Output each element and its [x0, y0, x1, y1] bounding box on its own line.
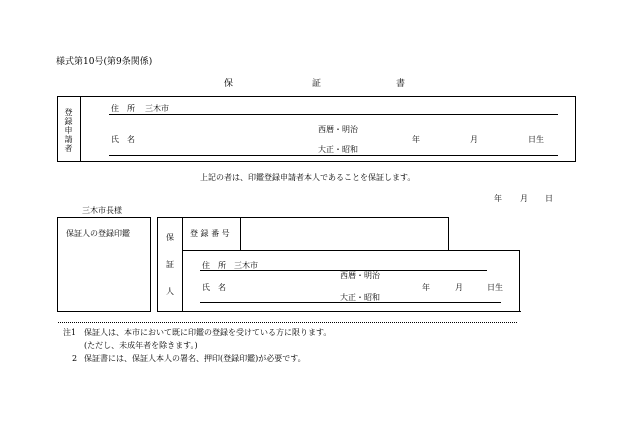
applicant-month-label: 月 [470, 135, 478, 144]
guarantor-side-char-1: 保 [166, 233, 174, 242]
guarantor-right-border [519, 250, 520, 312]
guarantor-address-label: 住 所 [202, 261, 226, 270]
reg-number-field[interactable] [240, 217, 449, 251]
note1-text: 保証人は、本市において既に印鑑の登録を受けている方に限ります。 [84, 328, 332, 337]
seal-box-label: 保証人の登録印鑑 [66, 229, 130, 238]
date-month-label: 月 [520, 194, 528, 203]
applicant-name-label: 氏 名 [111, 135, 135, 144]
guarantor-month-label: 月 [455, 283, 463, 292]
applicant-era-top: 西暦・明治 [318, 125, 358, 134]
guarantor-era-bottom: 大正・昭和 [340, 293, 380, 302]
applicant-birth-label: 日生 [528, 135, 544, 144]
guarantor-left-border [157, 217, 158, 312]
applicant-side-label: 登録申請者 [64, 108, 73, 153]
guarantor-year-label: 年 [422, 283, 430, 292]
note2-text: 保証書には、保証人本人の署名、押印(登録印鑑)が必要です。 [84, 354, 306, 363]
applicant-name-line [109, 155, 558, 156]
form-number: 様式第10号(第9条関係) [56, 57, 153, 67]
guarantor-name-line [200, 302, 501, 303]
note2-prefix: 2 [72, 354, 78, 363]
notes-separator [58, 322, 517, 323]
applicant-divider [80, 96, 81, 162]
date-year-label: 年 [494, 194, 502, 203]
title-char-1: 保 [224, 79, 234, 89]
guarantor-address-value[interactable]: 三木市 [234, 261, 258, 270]
guarantor-divider [182, 217, 183, 312]
applicant-address-label: 住 所 [111, 104, 135, 113]
applicant-era-bottom: 大正・昭和 [318, 145, 358, 154]
title-char-2: 証 [312, 79, 322, 89]
guarantor-step-horizontal [448, 250, 520, 251]
guarantor-side-char-3: 人 [166, 287, 174, 296]
guarantor-birth-label: 日生 [487, 283, 503, 292]
addressee: 三木市長様 [82, 206, 122, 215]
guarantor-era-top: 西暦・明治 [340, 271, 380, 280]
reg-number-bottom-line [182, 250, 449, 251]
applicant-year-label: 年 [412, 135, 420, 144]
applicant-address-value[interactable]: 三木市 [145, 104, 169, 113]
guarantor-name-label: 氏 名 [202, 283, 226, 292]
note1-sub-text: (ただし、未成年者を除きます。) [84, 341, 198, 350]
certify-statement: 上記の者は、印鑑登録申請者本人であることを保証します。 [200, 173, 416, 182]
guarantor-side-char-2: 証 [166, 260, 174, 269]
title-char-3: 書 [396, 79, 406, 89]
guarantor-bottom-border [157, 311, 521, 312]
note1-prefix: 注1 [63, 328, 77, 337]
applicant-address-line [109, 114, 558, 115]
date-day-label: 日 [545, 194, 553, 203]
reg-number-label: 登 録 番 号 [190, 229, 230, 238]
